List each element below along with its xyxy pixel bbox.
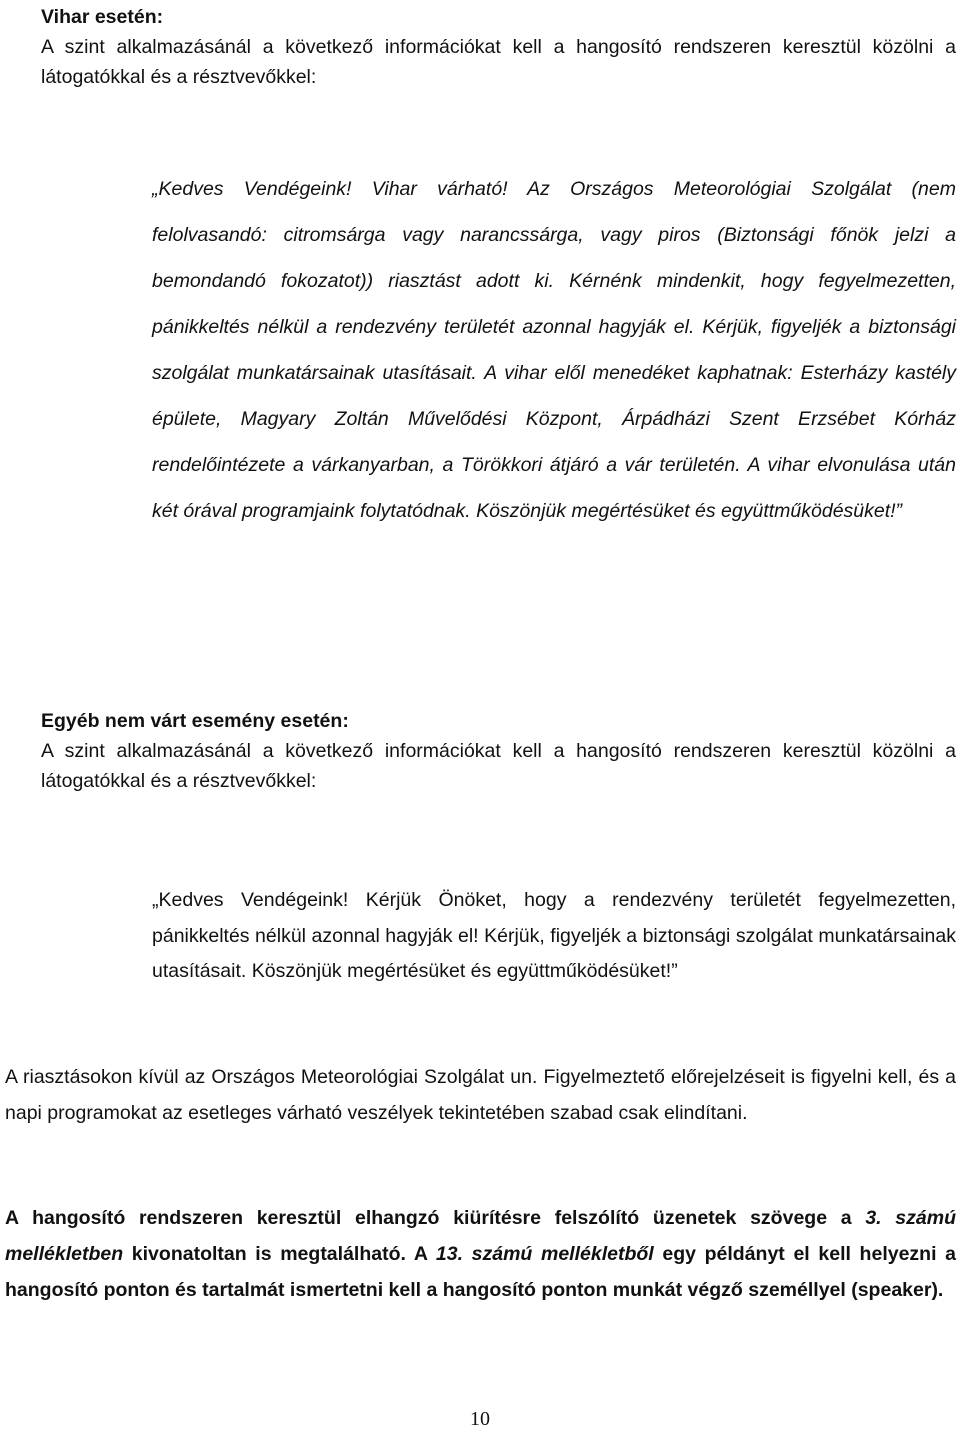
annex-text-1: A hangosító rendszeren keresztül elhangzó kiürítésre felszólító üzenetek szövege a <box>5 1207 866 1229</box>
other-event-section <box>41 706 956 796</box>
storm-section <box>41 2 956 92</box>
storm-heading: Vihar esetén: <box>41 6 164 28</box>
storm-intro: A szint alkalmazásánál a következő információkat kell a hangosító rendszeren keresztül közölni a látogatókkal és a résztvevőkkel: <box>41 36 956 88</box>
other-event-heading: Egyéb nem várt esemény esetén: <box>41 710 349 732</box>
annex-section <box>5 1200 956 1308</box>
warning-paragraph: A riasztásokon kívül az Országos Meteorológiai Szolgálat un. Figyelmeztető előrejelzéseit is figyelni kell, és a napi programokat az esetleges várható veszélyek tekintetében szabad csak elindítani. <box>5 1066 956 1124</box>
storm-message: „Kedves Vendégeink! Vihar várható! Az Országos Meteorológiai Szolgálat (nem felolvasandó: citromsárga vagy narancssárga, vagy piros (Biztonsági főnök jelzi a bemondandó fokozatot)) riasztást adott ki. Kérnénk mindenkit, hogy fegyelmezetten, pánikkeltés nélkül a rendezvény területét azonnal hagyják el. Kérjük, figyeljék a biztonsági szolgálat munkatársainak utasításait. A vihar elől menedéket kaphatnak: Esterházy kastély épülete, Magyary Zoltán Művelődési Központ, Árpádházi Szent Erzsébet Kórház rendelőintézete a várkanyarban, a Törökkori átjáró a vár területén. A vihar elvonulása után két órával programjaink folytatódnak. Köszönjük megértésüket és együttműködésüket!” <box>152 178 956 522</box>
annex-reference-13: 13. számú mellékletből <box>435 1243 654 1265</box>
page-number: 10 <box>470 1408 490 1430</box>
other-event-intro: A szint alkalmazásánál a következő információkat kell a hangosító rendszeren keresztül közölni a látogatókkal és a résztvevőkkel: <box>41 740 956 792</box>
other-event-message-block <box>152 883 956 990</box>
other-event-message: „Kedves Vendégeink! Kérjük Önöket, hogy a rendezvény területét fegyelmezetten, pánikkeltés nélkül azonnal hagyják el! Kérjük, figyeljék a biztonsági szolgálat munkatársainak utasításait. Köszönjük megértésüket és együttműködésüket!” <box>152 889 956 982</box>
annex-reference-3: 3. számú mellékletben <box>5 1207 956 1265</box>
annex-text-2: kivonatoltan is megtalálható. A <box>123 1243 436 1265</box>
annex-paragraph <box>5 1200 956 1308</box>
storm-message-block <box>152 166 956 534</box>
warning-section <box>5 1060 956 1131</box>
annex-text-3: egy példányt el kell helyezni a hangosító ponton és tartalmát ismertetni kell a hangosító ponton munkát végző személlyel (speaker). <box>5 1243 957 1301</box>
